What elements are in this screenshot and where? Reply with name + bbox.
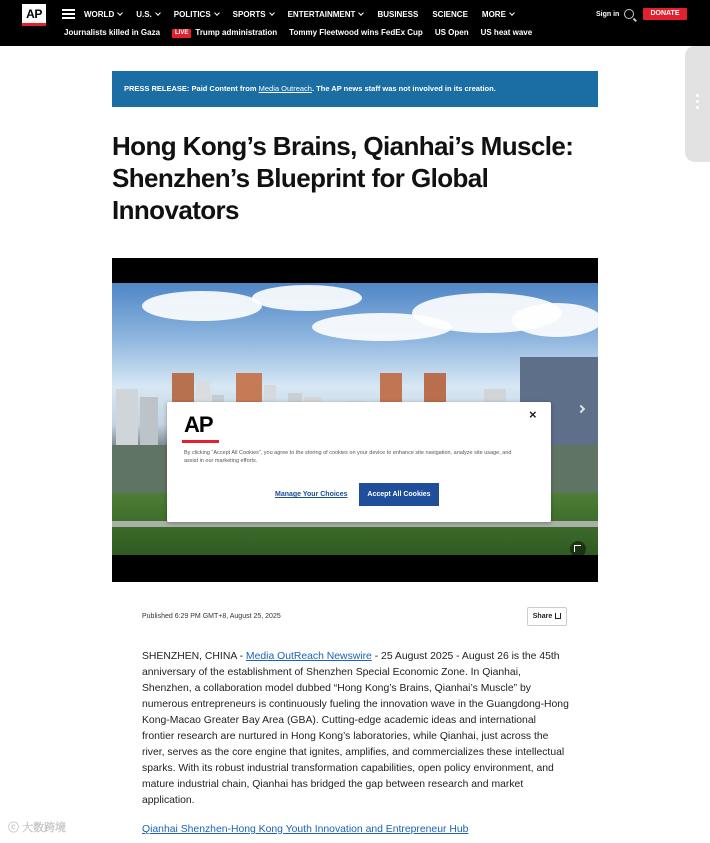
- nav-item-sports[interactable]: SPORTS: [233, 9, 274, 21]
- nav-item-more[interactable]: MORE: [482, 9, 514, 21]
- trending-item[interactable]: US heat wave: [480, 28, 533, 37]
- nav-item-entertainment[interactable]: ENTERTAINMENT: [288, 9, 364, 21]
- chevron-down-icon: [117, 10, 123, 16]
- manage-choices-link[interactable]: Manage Your Choices: [275, 491, 348, 498]
- share-icon: [555, 613, 561, 619]
- press-release-banner: [112, 71, 598, 107]
- trending-bar: [64, 27, 532, 39]
- article-body-paragraph: [142, 649, 570, 809]
- press-release-lead: PRESS RELEASE: Paid Content from: [124, 84, 259, 93]
- chevron-down-icon: [509, 10, 515, 16]
- nav-item-politics[interactable]: POLITICS: [174, 9, 219, 21]
- trending-item[interactable]: Journalists killed in Gaza: [64, 28, 161, 37]
- watermark: ⓒ 大数跨境: [8, 822, 67, 834]
- chevron-down-icon: [214, 10, 220, 16]
- chevron-down-icon: [359, 10, 365, 16]
- expand-icon[interactable]: [570, 541, 586, 557]
- cookie-notice-text: By clicking “Accept All Cookies”, you agree to the storing of cookies on your device to enhance site navigation, analyze site usage, and assist in our marketing efforts.: [184, 450, 512, 464]
- share-button[interactable]: [527, 607, 567, 626]
- chevron-down-icon: [269, 10, 275, 16]
- donate-button[interactable]: DONATE: [643, 8, 687, 20]
- dateline: SHENZHEN, CHINA -: [142, 651, 246, 662]
- menu-icon[interactable]: [62, 9, 75, 19]
- accept-cookies-button[interactable]: Accept All Cookies: [359, 483, 439, 506]
- nav-item-science[interactable]: SCIENCE: [432, 10, 468, 19]
- chevron-down-icon: [155, 10, 161, 16]
- live-badge: LIVE: [172, 29, 191, 38]
- logo-underline: [182, 440, 219, 443]
- search-icon[interactable]: [624, 9, 634, 19]
- published-timestamp: Published 6:29 PM GMT+8, August 25, 2025: [142, 613, 281, 620]
- article-title: Hong Kong’s Brains, Qianhai’s Muscle: Shenzhen’s Blueprint for Global Innovators: [112, 131, 574, 225]
- close-icon[interactable]: ×: [529, 407, 537, 422]
- body-text: - 25 August 2025 - August 26 is the 45th anniversary of the establishment of Shenzhen Special Economic Zone. In Qianhai, Shenzhen, a collaboration model dubbed “Hong Kong’s Brains, Qianhai’s Muscle” by numerous entrepreneurs is continuously fueling the innovation wave in the Guangdong-Hong Kong-Macao Greater Bay Area (GBA). Cutting-edge academic ideas and international frontier research are nurtured in Hong Kong’s laboratories, while Qianhai, just across the river, serves as the core engine that ignites, amplifies, and commercializes these intellectual sparks. With its robust industrial transformation capabilities, open policy environment, and mature industrial chain, Qianhai has bridged the gap between research and market application.: [142, 651, 569, 806]
- more-vertical-icon: [696, 94, 699, 112]
- ap-logo[interactable]: AP: [22, 4, 46, 26]
- share-label: Share: [532, 613, 553, 620]
- site-header: [0, 0, 710, 46]
- sign-in-link[interactable]: Sign in: [596, 11, 620, 18]
- press-release-tail: . The AP news staff was not involved in its creation.: [311, 84, 496, 93]
- media-outreach-link[interactable]: Media Outreach: [258, 84, 312, 93]
- nav-item-business[interactable]: BUSINESS: [377, 10, 419, 19]
- main-nav: [84, 9, 514, 21]
- nav-item-us[interactable]: U.S.: [136, 9, 160, 21]
- trending-item[interactable]: Tommy Fleetwood wins FedEx Cup: [289, 28, 423, 37]
- newswire-link[interactable]: Media OutReach Newswire: [245, 651, 372, 662]
- ap-logo: AP: [184, 412, 213, 437]
- side-panel-tab[interactable]: [685, 46, 710, 162]
- cookie-consent-dialog: [167, 402, 551, 522]
- nav-item-world[interactable]: WORLD: [84, 9, 122, 21]
- trending-item[interactable]: US Open: [434, 28, 469, 37]
- related-article-link[interactable]: Qianhai Shenzhen-Hong Kong Youth Innovation and Entrepreneur Hub: [142, 824, 469, 835]
- trending-item-live[interactable]: LIVE Trump administration: [172, 27, 277, 39]
